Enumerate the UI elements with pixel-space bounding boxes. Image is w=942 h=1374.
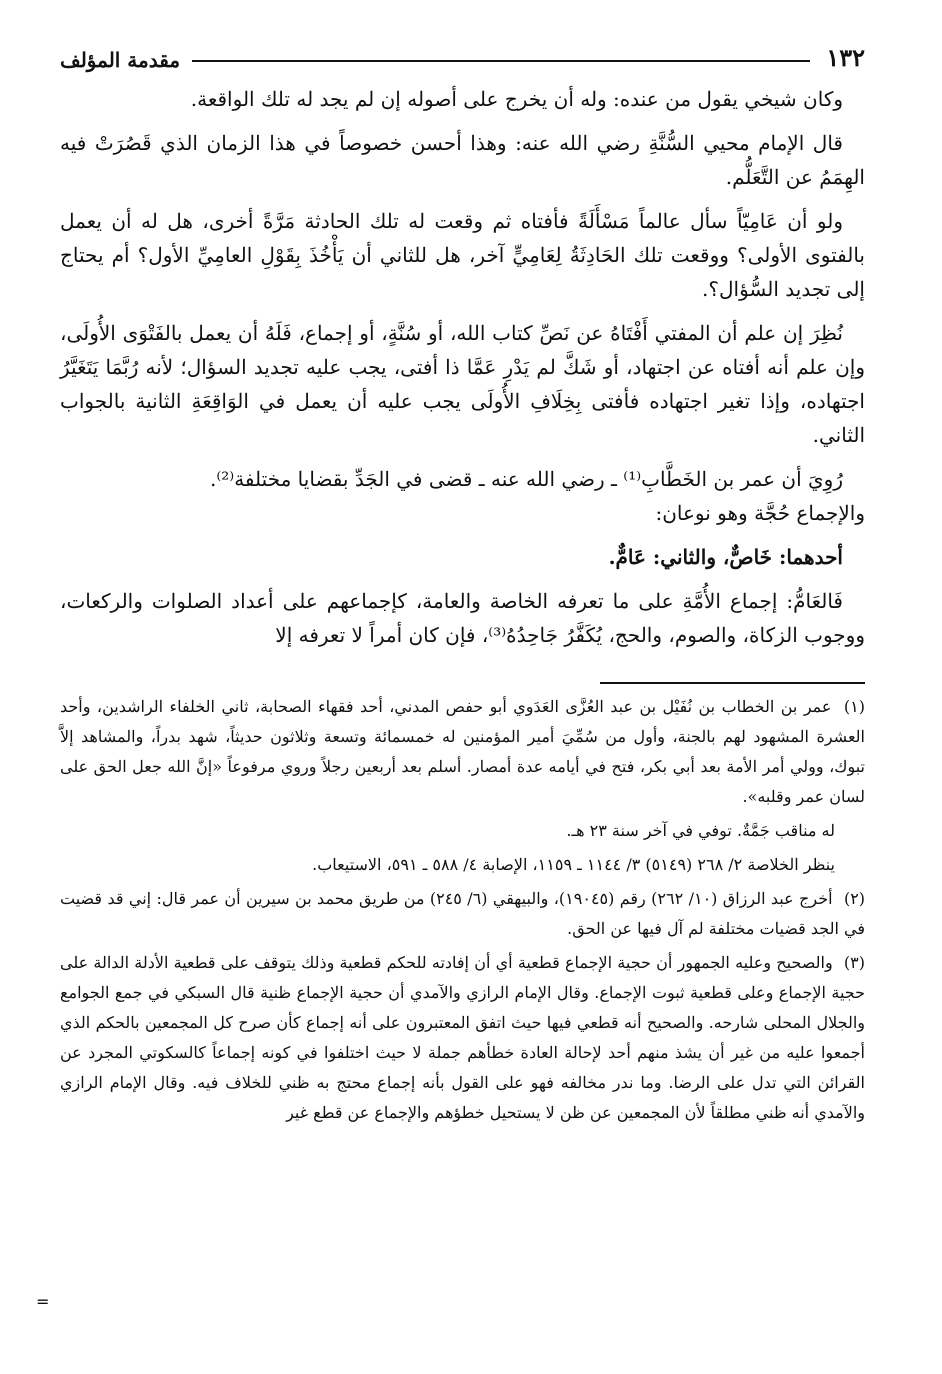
paragraph-1: وكان شيخي يقول من عنده: وله أن يخرج على أصوله إن لم يجد له تلك الواقعة. [190,87,843,111]
book-page [60,36,865,1336]
paragraph-2: قال الإمام محيي السُّنَّةِ رضي الله عنه: وهذا أحسن خصوصاً في هذا الزمان الذي قَصُرَتْ فيه الهِمَمُ عن التَّعَلُّم. [60,131,865,189]
footnote-2-number: (٢) [843,889,866,908]
footnote-1-sources: ينظر الخلاصة ٢/ ٢٦٨ (٥١٤٩) ٣/ ١١٤٤ ـ ١١٥٩، الإصابة ٤/ ٥٨٨ ـ ٥٩١، الاستيعاب. [312,855,835,874]
paragraph-5a: رُوِيَ أن عمر بن الخَطَّابِ⁽¹⁾ ـ رضي الله عنه ـ قضى في الجَدِّ بقضايا مختلفة⁽²⁾. [209,467,843,491]
page-number: ١٣٢ [826,43,865,72]
footnote-3 [60,948,865,1128]
footnote-1-extra: له مناقب جَمَّةٌ. توفي في آخر سنة ٢٣ هـ. [566,821,835,840]
footnote-3-number: (٣) [843,953,865,972]
footnotes [60,692,865,1128]
paragraph-7: فَالعَامُّ: إجماع الأُمَّةِ على ما تعرفه الخاصة والعامة، كإجماعهم على أعداد الصلوات والركعات، ووجوب الزكاة، والصوم، والحج، يُكَفَّرُ جَاحِدُهُ⁽³⁾، فإن كان أمراً لا تعرفه إلا [60,589,865,647]
footnote-2-text: أخرج عبد الرزاق (١٠/ ٢٦٢) رقم (١٩٠٤٥)، والبيهقي (٦/ ٢٤٥) من طريق محمد بن سيرين أن عمر قال: إني قد قضيت في الجد قضيات مختلفة لم آل فيها عن الحق. [60,889,865,938]
footnote-separator [600,682,865,684]
continuation-mark: = [36,1292,50,1311]
footnote-1 [60,692,865,812]
header-rule [192,60,810,62]
paragraph-5b: والإجماع حُجَّة وهو نوعان: [655,501,865,525]
running-title: مقدمة المؤلف [60,48,181,72]
footnote-1-number: (١) [843,697,865,716]
footnote-2 [60,884,865,944]
footnote-1-text: عمر بن الخطاب بن نُفَيْل بن عبد العُزَّى العَدَوي أبو حفص المدني، أحد فقهاء الصحابة، ثاني الخلفاء الراشدين، وأحد العشرة المشهود لهم بالجنة، وأول من سُمِّيَ أمير المؤمنين له خمسمائة وتسعة وثلاثون حديثاً، شهد بدراً، والمشاهد إلاَّ تبوك، وولي أمر الأمة بعد أبي بكر، فتح في أيامه عدة أمصار. أسلم بعد أربعين رجلاً وروي مرفوعاً «إنَّ الله جعل الحق على لسان عمر وقلبه». [60,697,865,806]
paragraph-4: نُظِرَ إن علم أن المفتي أَفْتَاهُ عن نَصِّ كتاب الله، أو سُنَّةٍ، أو إجماع، فَلَهُ أن يعمل بالفَتْوَى الأُولَى، وإن علم أنه أفتاه عن اجتهاد، أو شَكَّ لم يَدْرِ عَمَّا ذا أفتى، يجب عليه تجديد السؤال؛ لأنه رُبَّمَا يَتَغَيَّرُ اجتهاده، وإذا تغير اجتهاده فأفتى بِخِلَافِ الأُولَى يجب عليه أن يعمل في الوَاقِعَةِ الثانية بالجواب الثاني. [60,321,865,447]
paragraph-3: ولو أن عَامِيّاً سأل عالماً مَسْأَلَةً فأفتاه ثم وقعت له تلك الحادثة مَرَّةً أخرى، هل له أن يعمل بالفتوى الأولى؟ ووقعت تلك الحَادِثَةُ لِعَامِيٍّ آخر، هل للثاني أن يَأْخُذَ بِقَوْلِ العامِيِّ الأول؟ أم يحتاج إلى تجديد السُّؤال؟. [60,209,865,301]
main-text [60,82,865,652]
paragraph-6: أحدهما: خَاصٌّ، والثاني: عَامٌّ. [608,545,843,569]
footnote-3-text: والصحيح وعليه الجمهور أن حجية الإجماع قطعية أي أن إفادته للحكم قطعية وذلك يتوقف على قطعية الأدلة الدالة على حجية الإجماع وعلى قطعية ثبوت الإجماع. وقال الإمام الرازي والآمدي أن حجية الإجماع ظنية قال السبكي في جمع الجوامع والجلال المحلى شارحه. والصحيح أنه قطعي فيها حيث اتفق المعتبرون على أنه إجماع كأن صرح كل المجمعين بالحكم الذي أجمعوا عليه من غير أن يشذ منهم أحد لإحالة العادة خطأهم جملة لا حيث اختلفوا في كونه إجماعاً كالسكوتي المجرد عن القرائن التي تدل على الرضا. وما ندر مخالفه فهو على القول بأنه إجماع محتج به ظني للخلاف فيه. وقال الإمام الرازي والآمدي أنه ظني مطلقاً لأن المجمعين عن ظن لا يستحيل خطؤهم والإجماع عن قطع غير [60,953,866,1122]
page-header [60,36,865,72]
